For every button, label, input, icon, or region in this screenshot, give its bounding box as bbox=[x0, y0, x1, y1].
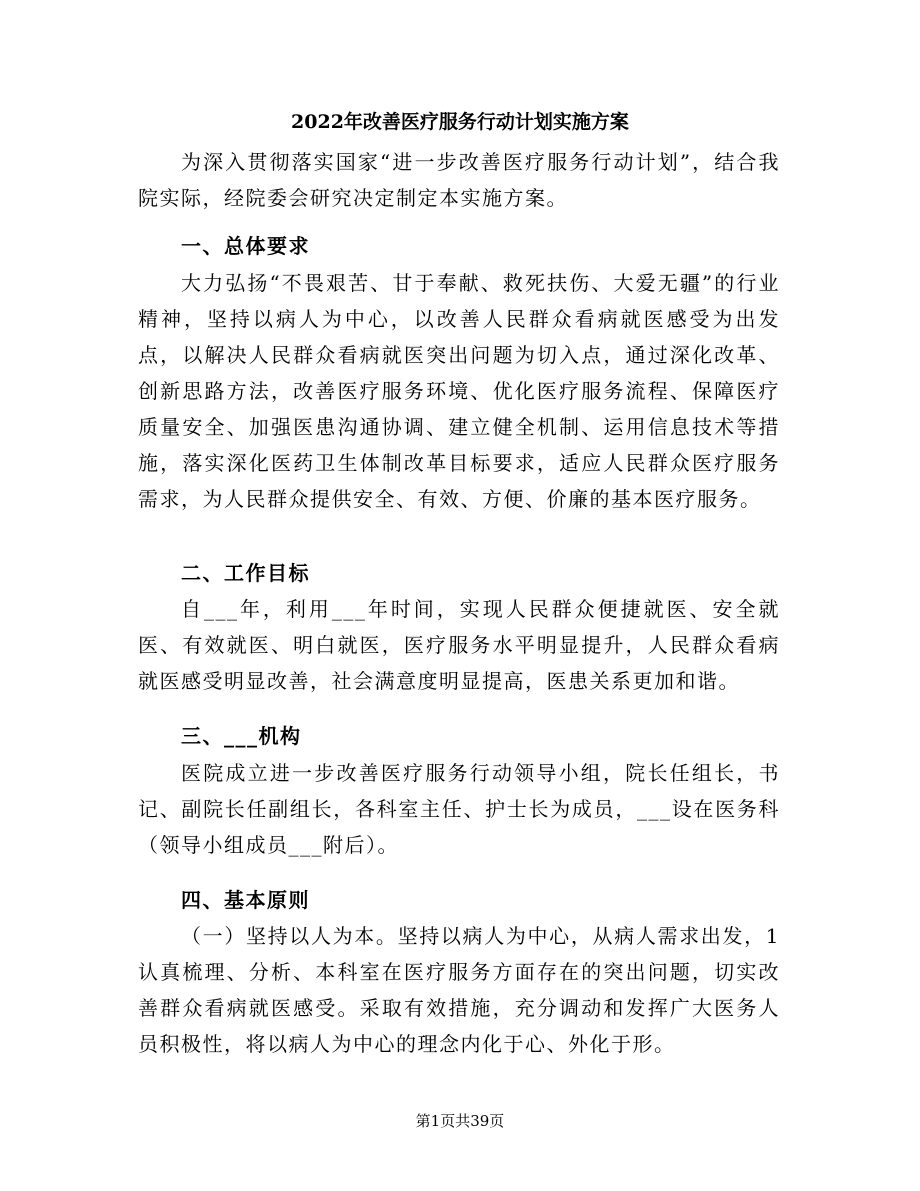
section-heading-work-goals: 二、工作目标 bbox=[181, 561, 310, 585]
section-body-work-goals: 自___年，利用___年时间，实现人民群众便捷就医、安全就医、有效就医、明白就医，医疗服务水平明显提升，人民群众看病就医感受明显改善，社会满意度明显提高，医患关系更加和谐。 bbox=[138, 597, 780, 693]
section-body-overall-requirements: 大力弘扬“不畏艰苦、甘于奉献、救死扶伤、大爱无疆”的行业精神，坚持以病人为中心，以改善人民群众看病就医感受为出发点，以解决人民群众看病就医突出问题为切入点，通过深化改革、创新思路方法，改善医疗服务环境、优化医疗服务流程、保障医疗质量安全、加强医患沟通协调、建立健全机制、运用信息技术等措施，落实深化医药卫生体制改革目标要求，适应人民群众医疗服务需求，为人民群众提供安全、有效、方便、价廉的基本医疗服务。 bbox=[138, 271, 780, 511]
section-body-basic-principles: （一）坚持以人为本。坚持以病人为中心，从病人需求出发，1认真梳理、分析、本科室在医疗服务方面存在的突出问题，切实改善群众看病就医感受。采取有效措施，充分调动和发挥广大医务人员积极性，将以病人为中心的理念内化于心、外化于形。 bbox=[138, 924, 780, 1056]
page-number-footer: 第1页共39页 bbox=[415, 1112, 505, 1130]
section-heading-organization: 三、___机构 bbox=[181, 724, 302, 748]
section-body-organization: 医院成立进一步改善医疗服务行动领导小组，院长任组长，书记、副院长任副组长，各科室主任、护士长为成员，___设在医务科（领导小组成员___附后）。 bbox=[138, 761, 780, 857]
document-title: 2022年改善医疗服务行动计划实施方案 bbox=[291, 111, 629, 133]
section-heading-basic-principles: 四、基本原则 bbox=[181, 888, 310, 912]
intro-paragraph: 为深入贯彻落实国家“进一步改善医疗服务行动计划”，结合我院实际，经院委会研究决定制定本实施方案。 bbox=[138, 150, 780, 210]
section-heading-overall-requirements: 一、总体要求 bbox=[181, 234, 310, 258]
